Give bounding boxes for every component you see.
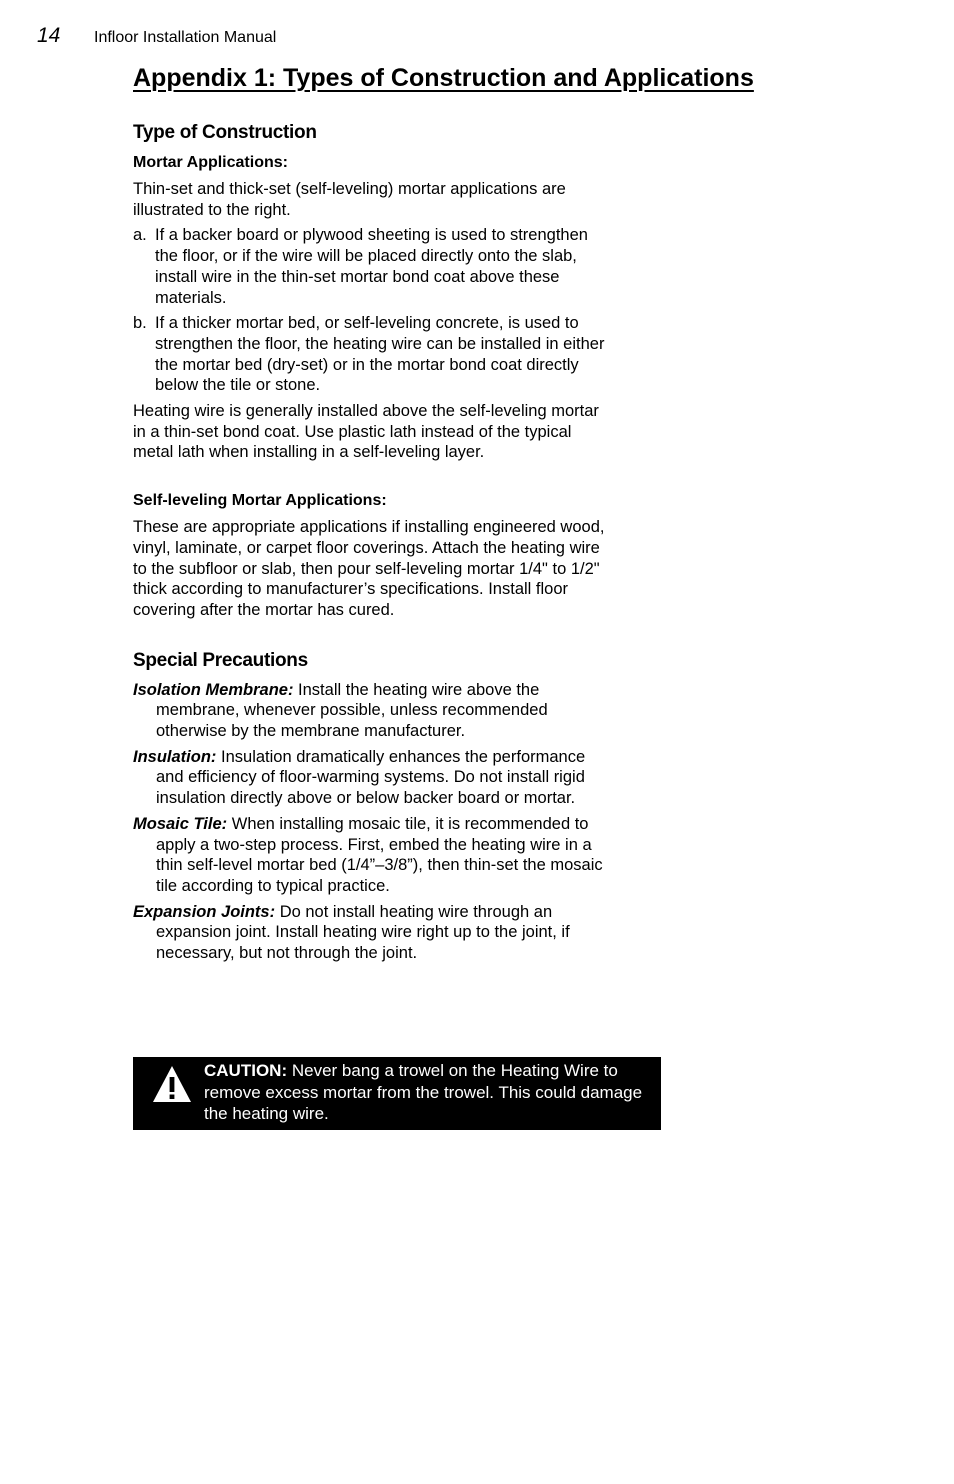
precaution-text: Do not install heating wire through an expansion joint. Install heating wire right up to the joint, if necessary, but not through the joint. bbox=[156, 902, 570, 963]
mortar-intro: Thin-set and thick-set (self-leveling) mortar applications are illustrated to the right. bbox=[133, 180, 566, 219]
precaution-text: Install the heating wire above the membrane, whenever possible, unless recommended otherwise by the membrane manufacturer. bbox=[156, 680, 548, 741]
list-item-text: If a backer board or plywood sheeting is used to strengthen the floor, or if the wire will be placed directly onto the slab, install wire in the thin-set mortar bond coat above these materials. bbox=[155, 226, 588, 307]
precaution-term: Insulation: bbox=[133, 747, 217, 766]
precaution-item bbox=[133, 747, 613, 809]
precaution-term: Expansion Joints: bbox=[133, 902, 276, 921]
self-leveling-text: These are appropriate applications if installing engineered wood, vinyl, laminate, or carpet floor coverings. Attach the heating wire to the subfloor or slab, then pour self-leveling mortar 1/4" to 1/2" thick according to manufacturer’s specifications. Install floor covering after the mortar has cured. bbox=[133, 518, 605, 619]
self-leveling-heading: Self-leveling Mortar Applications: bbox=[133, 492, 387, 510]
caution-message: Never bang a trowel on the Heating Wire to remove excess mortar from the trowel. This could damage the heating wire. bbox=[204, 1061, 643, 1123]
running-title: Infloor Installation Manual bbox=[94, 29, 277, 46]
type-of-construction-heading: Type of Construction bbox=[133, 122, 317, 143]
list-item-text: If a thicker mortar bed, or self-leveling concrete, is used to strengthen the floor, the heating wire can be installed in either the mortar bed (dry-set) or in the mortar bond coat directly below the tile or stone. bbox=[155, 314, 605, 395]
mortar-applications-heading: Mortar Applications: bbox=[133, 154, 288, 171]
list-item bbox=[133, 225, 613, 308]
main-column bbox=[133, 120, 613, 969]
list-item-label: a. bbox=[133, 226, 147, 245]
caution-text-block bbox=[204, 1060, 654, 1125]
precaution-item bbox=[133, 814, 613, 897]
mortar-outro: Heating wire is generally installed above the self-leveling mortar in a thin-set bond coat. Use plastic lath instead of the typical metal lath when installing in a self-leveling layer. bbox=[133, 402, 599, 462]
page-title: Appendix 1: Types of Construction and Applications bbox=[133, 64, 754, 92]
special-precautions-heading: Special Precautions bbox=[133, 649, 308, 671]
precaution-item bbox=[133, 680, 613, 742]
precaution-term: Mosaic Tile: bbox=[133, 814, 228, 833]
page-number: 14 bbox=[37, 24, 61, 47]
list-item bbox=[133, 313, 613, 396]
precaution-term: Isolation Membrane: bbox=[133, 680, 294, 699]
precaution-text: Insulation dramatically enhances the performance and efficiency of floor-warming systems. Do not install rigid insulation directly above or below backer board or mortar. bbox=[156, 747, 586, 808]
caution-box bbox=[133, 1057, 661, 1130]
warning-triangle-icon bbox=[151, 1064, 193, 1109]
caution-label: CAUTION: bbox=[204, 1061, 288, 1080]
precaution-text: When installing mosaic tile, it is recommended to apply a two-step process. First, embed the heating wire in a thin self-level mortar bed (1/4”–3/8”), then thin-set the mosaic tile according to typical practice. bbox=[156, 814, 603, 895]
list-item-label: b. bbox=[133, 314, 147, 333]
precaution-item bbox=[133, 902, 613, 964]
